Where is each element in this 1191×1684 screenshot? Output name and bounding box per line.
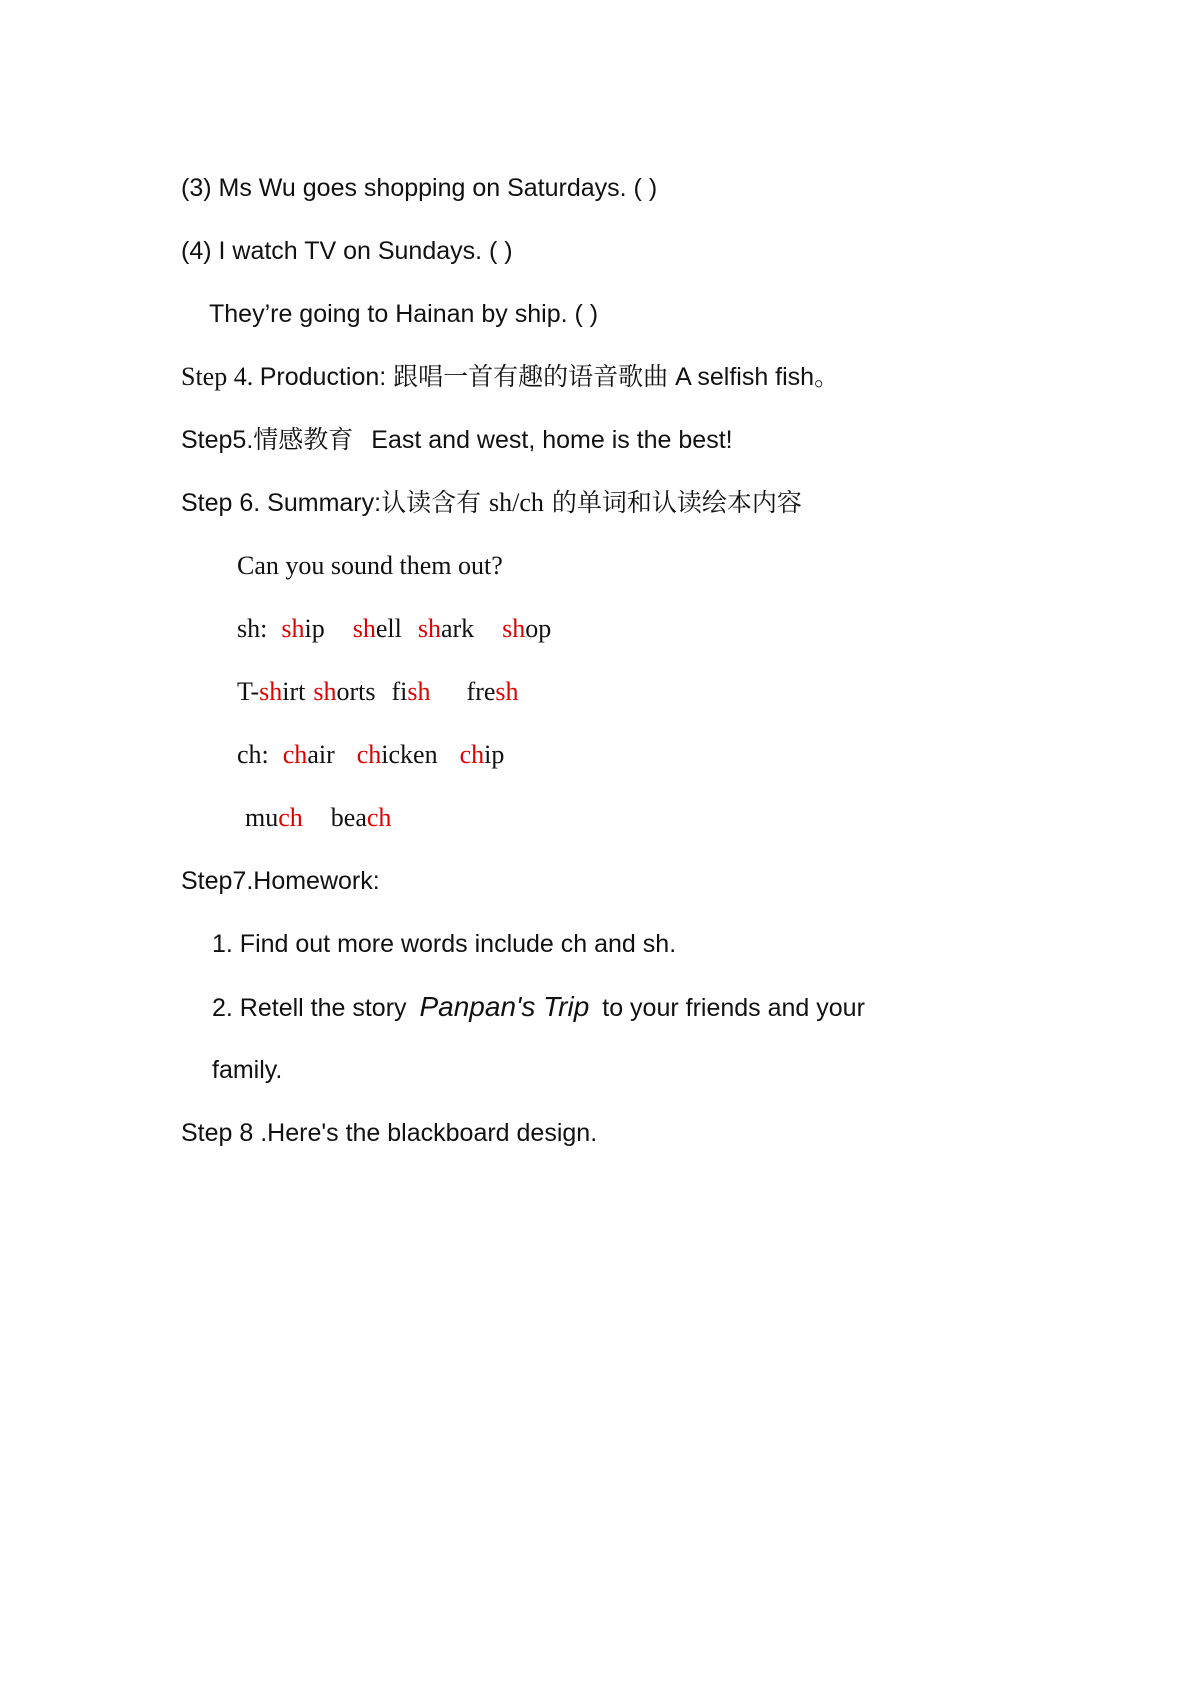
homework-item-2-continued: family. — [212, 1056, 283, 1084]
step-5-label: Step5. — [181, 426, 254, 454]
sh-label: sh: — [237, 614, 268, 643]
step-5-chinese: 情感教育 — [253, 425, 354, 454]
word-shark: shark — [417, 614, 475, 643]
step-5-english: East and west, home is the best! — [371, 426, 733, 454]
ch-row-2 — [245, 802, 391, 834]
step-4 — [181, 361, 839, 393]
step-6-chinese-c: 的单词和认读绘本内容 — [543, 488, 802, 517]
step-6-chinese-a: 认读含有 — [381, 488, 490, 517]
step-5 — [181, 424, 733, 456]
word-chair: chair — [282, 740, 335, 769]
step-4-english: A selfish fish。 — [668, 363, 840, 391]
word-much: much — [245, 803, 303, 832]
word-shell: shell — [352, 614, 402, 643]
step-4-prefix: Step 4. — [181, 362, 260, 391]
homework-item-2: 2. Retell the story Panpan's Trip to your friends and your — [212, 991, 865, 1022]
homework-item-1: 1. Find out more words include ch and sh. — [212, 930, 677, 958]
ch-row-1 — [237, 739, 504, 771]
word-shop: shop — [502, 614, 552, 643]
question-3: (3) Ms Wu goes shopping on Saturdays. ( ) — [181, 174, 658, 202]
ch-label: ch: — [237, 740, 269, 769]
word-fish: fish — [391, 677, 431, 706]
sh-row-1 — [237, 613, 551, 645]
question-4: (4) I watch TV on Sundays. ( ) — [181, 237, 513, 265]
word-ship: ship — [281, 614, 325, 643]
word-beach: beach — [330, 803, 392, 832]
word-fresh: fresh — [466, 677, 519, 706]
step-4-chinese: 跟唱一首有趣的语音歌曲 — [393, 362, 669, 391]
step-6-chinese-b: sh/ch — [489, 488, 544, 517]
step-4-label: Production: — [259, 363, 394, 391]
story-title: Panpan's Trip — [419, 991, 590, 1022]
step-8: Step 8 .Here's the blackboard design. — [181, 1119, 598, 1147]
summary-prompt: Can you sound them out? — [237, 551, 503, 580]
word-shorts: shorts — [313, 677, 376, 706]
question-5: They’re going to Hainan by ship. ( ) — [209, 300, 599, 328]
word-t-shirt: T-shirt — [237, 677, 306, 706]
word-chip: chip — [459, 740, 505, 769]
sh-row-2 — [237, 676, 519, 708]
step-6-label: Step 6. Summary: — [181, 489, 382, 517]
word-chicken: chicken — [356, 740, 438, 769]
step-6 — [181, 487, 802, 519]
step-7: Step7.Homework: — [181, 867, 380, 895]
